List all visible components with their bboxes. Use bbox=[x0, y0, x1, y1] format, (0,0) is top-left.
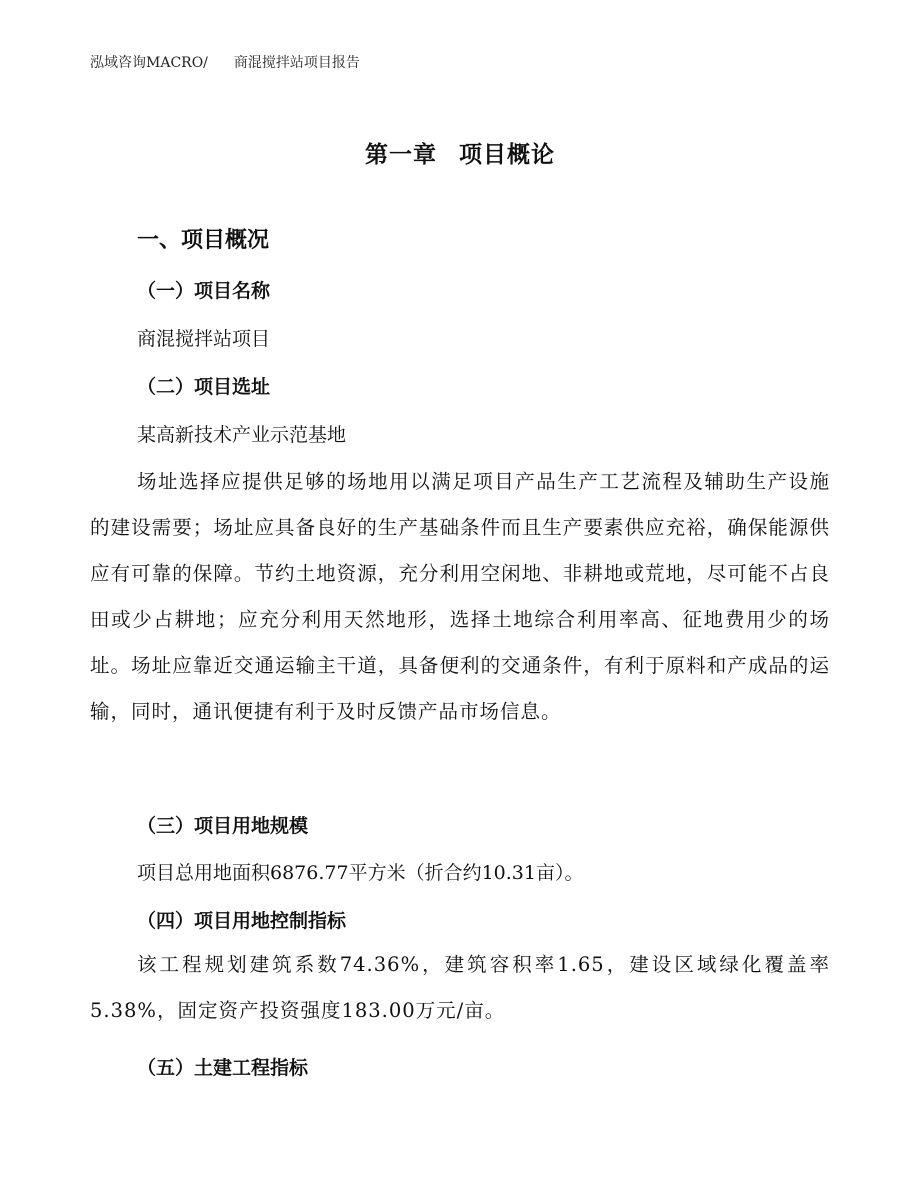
section-heading: 一、项目概况 bbox=[137, 228, 270, 253]
chapter-name: 项目概论 bbox=[459, 142, 555, 168]
subsection-heading-civil: （五）土建工程指标 bbox=[137, 1057, 309, 1079]
chapter-title bbox=[0, 136, 920, 169]
project-name-text: 商混搅拌站项目 bbox=[137, 328, 271, 350]
site-selection-paragraph: 场址选择应提供足够的场地用以满足项目产品生产工艺流程及辅助生产设施的建设需要；场址应具备良好的生产基础条件而且生产要素供应充裕，确保能源供应有可靠的保障。节约土地资源，充分利用空闲地、非耕地或荒地，尽可能不占良田或少占耕地；应充分利用天然地形，选择土地综合利用率高、征地费用少的场址。场址应靠近交通运输主干道，具备便利的交通条件，有利于原料和产成品的运输，同时，通讯便捷有利于及时反馈产品市场信息。 bbox=[90, 470, 830, 723]
subsection-heading-name: （一）项目名称 bbox=[137, 280, 271, 302]
subsection-heading-site: （二）项目选址 bbox=[137, 376, 271, 398]
header-company: 泓域咨询MACRO/ bbox=[90, 55, 208, 71]
subsection-heading-land-control: （四）项目用地控制指标 bbox=[137, 910, 347, 932]
land-scale-text: 项目总用地面积6876.77平方米（折合约10.31亩）。 bbox=[137, 862, 584, 884]
subsection-heading-land-scale: （三）项目用地规模 bbox=[137, 815, 309, 837]
project-site-text: 某高新技术产业示范基地 bbox=[137, 424, 347, 446]
running-header bbox=[90, 52, 360, 72]
land-control-paragraph: 该工程规划建筑系数74.36%，建筑容积率1.65，建设区域绿化覆盖率5.38%，固定资产投资强度183.00万元/亩。 bbox=[90, 953, 830, 1022]
header-doc-title: 商混搅拌站项目报告 bbox=[233, 55, 360, 71]
chapter-number: 第一章 bbox=[365, 142, 437, 168]
